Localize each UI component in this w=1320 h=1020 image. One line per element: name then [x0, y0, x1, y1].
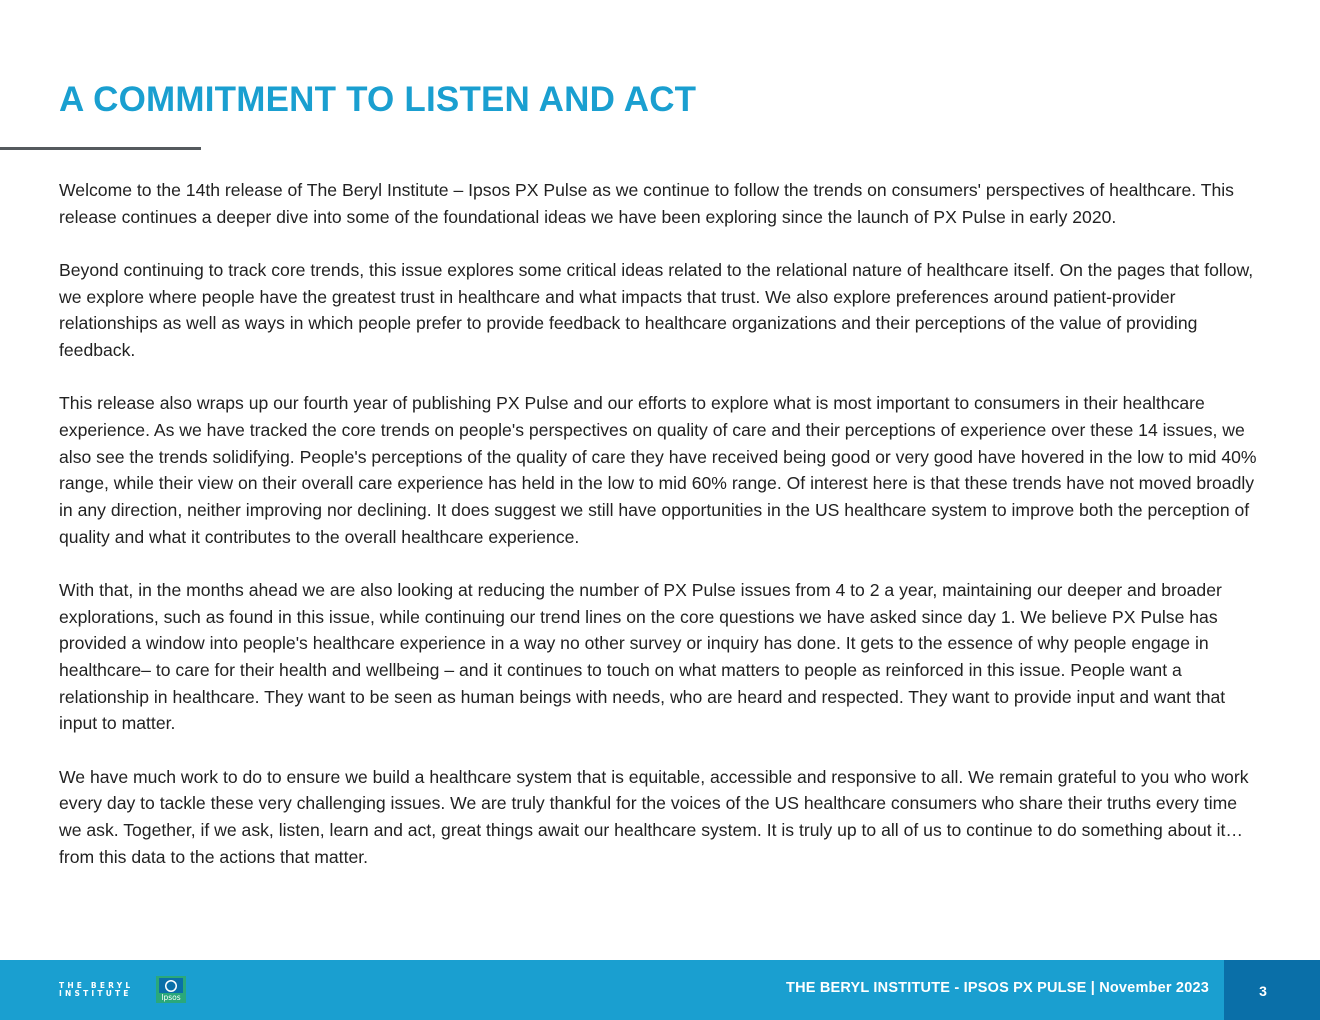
paragraph: With that, in the months ahead we are also looking at reducing the number of PX Pulse issues from 4 to 2 a year, maintaining our deeper and broader explorations, such as found in this issue, while continuing our trend lines on the core questions we have asked since day 1. We believe PX Pulse has provided a window into people's healthcare experience in a way no other survey or inquiry has done. It gets to the essence of why people engage in healthcare– to care for their health and wellbeing – and it continues to touch on what matters to people as reinforced in this issue. People want a relationship in healthcare. They want to be seen as human beings with needs, who are heard and respected. They want to provide input and want that input to matter.: [59, 579, 1226, 734]
page-number: 3: [1259, 983, 1267, 999]
title-divider: [0, 147, 201, 150]
logo-line-2: INSTITUTE: [59, 989, 132, 998]
page-title: A COMMITMENT TO LISTEN AND ACT: [59, 80, 697, 119]
body-text: [59, 177, 1261, 897]
paragraph: This release also wraps up our fourth year of publishing PX Pulse and our efforts to explore what is most important to consumers in their healthcare experience. As we have tracked the core trends on people's perspectives on quality of care and their perceptions of experience over these 14 issues, we also see the trends solidifying. People's perceptions of the quality of care they have received being good or very good have hovered in the low to mid 40% range, while their view on their overall care experience has held in the low to mid 60% range. Of interest here is that these trends have not moved broadly in any direction, neither improving nor declining. It does suggest we still have opportunities in the US healthcare system to improve both the perception of quality and what it contributes to the overall healthcare experience.: [59, 393, 1257, 547]
footer-bar: [0, 960, 1320, 1020]
paragraph: Beyond continuing to track core trends, this issue explores some critical ideas related to the relational nature of healthcare itself. On the pages that follow, we explore where people have the greatest trust in healthcare and what impacts that trust. We also explore preferences around patient-provider relationships as well as ways in which people prefer to provide feedback to healthcare organizations and their perceptions of the value of providing feedback.: [59, 259, 1254, 361]
ipsos-logo-text: Ipsos: [161, 993, 181, 1002]
footer-caption: THE BERYL INSTITUTE - IPSOS PX PULSE | November 2023: [786, 980, 1209, 996]
logo-line-1: THE BERYL: [59, 981, 134, 990]
ipsos-logo-inner: [167, 982, 176, 991]
paragraph: We have much work to do to ensure we build a healthcare system that is equitable, accessible and responsive to all. We remain grateful to you who work every day to tackle these very challenging issues. We are truly thankful for the voices of the US healthcare consumers who share their truths every time we ask. Together, if we ask, listen, learn and act, great things await our healthcare system. It is truly up to all of us to continue to do something about it…from this data to the actions that matter.: [59, 766, 1249, 867]
page-number-box: [1224, 960, 1320, 1020]
ipsos-logo: [156, 976, 186, 1003]
beryl-institute-logo: [59, 982, 141, 998]
paragraph: Welcome to the 14th release of The Beryl Institute – Ipsos PX Pulse as we continue to follow the trends on consumers' perspectives of healthcare. This release continues a deeper dive into some of the foundational ideas we have been exploring since the launch of PX Pulse in early 2020.: [59, 180, 1234, 227]
